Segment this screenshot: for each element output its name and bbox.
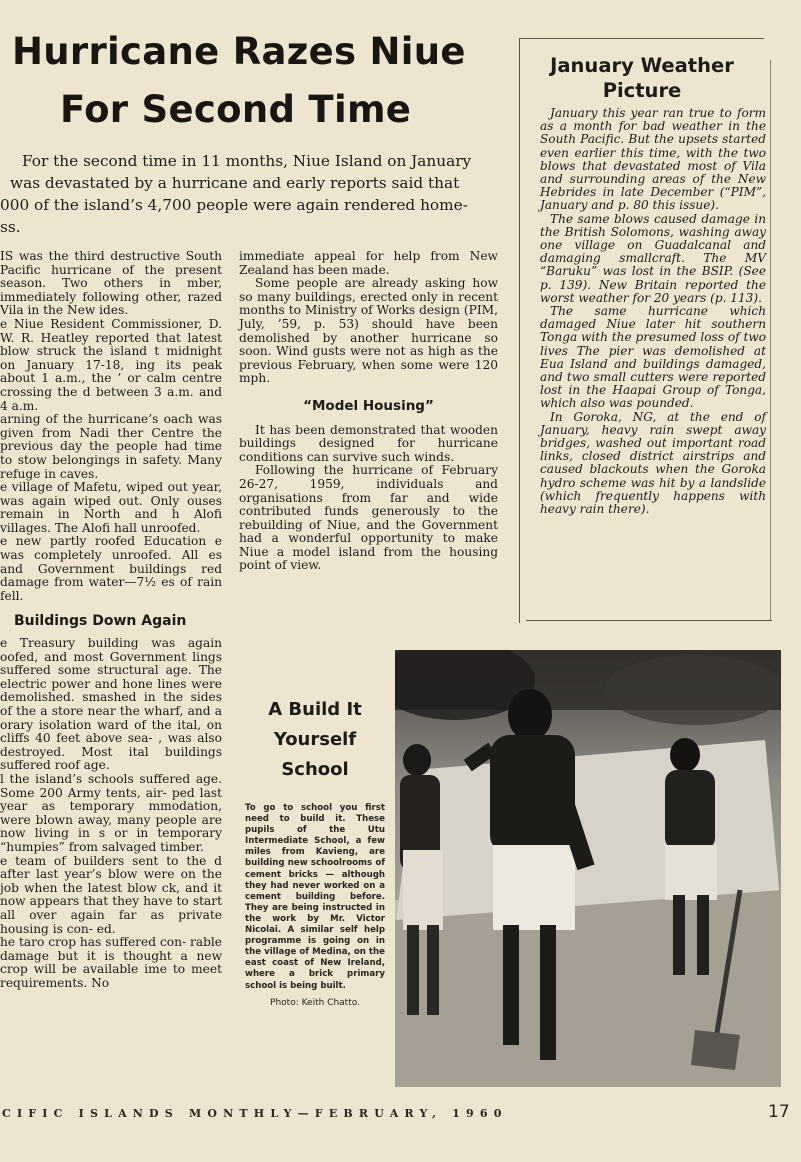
sidebar-paragraph: The same hurricane which damaged Niue later hit southern Tonga with the presumed loss of two lives The pier was demolished at Eua Island and buildings damaged, and two small cutters were reported lost in the Haapai Group of Tonga, which also was pounded. bbox=[540, 304, 766, 411]
page-number: 17 bbox=[768, 1102, 790, 1122]
article-column-1 bbox=[0, 250, 222, 990]
sidebar-title-line-2: Picture bbox=[602, 79, 682, 102]
headline-line-1: Hurricane Razes Niue bbox=[12, 30, 466, 73]
body-paragraph: arning of the hurricane’s oach was given from Nadi ther Centre the previous day the people had time to stow belongings in safety. Many refuge in caves. bbox=[0, 412, 222, 481]
body-paragraph: It has been demonstrated that wooden buildings designed for hurricane conditions can survive such winds. bbox=[239, 422, 498, 464]
sidebar-title bbox=[520, 53, 764, 103]
sidebar-body bbox=[540, 107, 766, 516]
caption-title-line-2: Yourself bbox=[273, 729, 357, 750]
body-paragraph: he taro crop has suffered con- rable damage but it is thought a new crop will be available ime to meet requirements. No bbox=[0, 935, 222, 990]
body-paragraph: e Niue Resident Commissioner, D. W. R. Heatley reported that latest blow struck the island t midnight on January 17-18, ing its peak about 1 a.m., the ’ or calm centre crossing the d between 3 a.m. and 4 a.m. bbox=[0, 316, 222, 413]
page-footer bbox=[0, 1104, 801, 1126]
sidebar-title-line-1: January Weather bbox=[550, 54, 734, 77]
body-paragraph: e Treasury building was again oofed, and most Government lings suffered some structural age. The electric power and hone lines were demolished. smashed in the sides of the a store near the wharf, and a orary isolation ward of the ital, on cliffs 40 feet above sea- , was also destroyed. Most ital buildings suffered roof age. bbox=[0, 636, 222, 773]
lede-line: 000 of the island’s 4,700 people were again rendered home- bbox=[0, 196, 468, 214]
lede-paragraph bbox=[0, 150, 500, 238]
body-paragraph: Following the hurricane of February 26-27, 1959, individuals and organisations from far and wide contributed funds generously to the rebuilding of Niue, and the Government had a wonderful opportunity to make Niue a model island from the housing point of view. bbox=[239, 463, 498, 573]
body-paragraph: e village of Mafetu, wiped out year, was again wiped out. Only ouses remain in North and h Alofi villages. The Alofi hall unroofed. bbox=[0, 480, 222, 535]
sidebar-paragraph: The same blows caused damage in the British Solomons, washing away one village on Guadalcanal and damaging smallcraft. The MV “Baruku” was lost in the BSIP. (See p. 139). New Britain reported the worst weather for 20 years (p. 113). bbox=[540, 211, 766, 305]
lede-line: For the second time in 11 months, Niue Island on January bbox=[22, 152, 472, 170]
photo-credit: Photo: Keith Chatto. bbox=[270, 997, 360, 1008]
body-paragraph: immediate appeal for help from New Zealand has been made. bbox=[239, 249, 498, 277]
sidebar-right-rule bbox=[770, 60, 771, 620]
body-paragraph: Some people are already asking how so many buildings, erected only in recent months to Ministry of Works design (PIM, July, ’59, p. 53) should have been demolished by another hurricane so soon. Wind gusts were not as high as the previous February, when some were 120 mph. bbox=[239, 276, 498, 386]
photo-caption bbox=[245, 695, 385, 1008]
subheading-model-housing: “Model Housing” bbox=[303, 397, 434, 414]
body-paragraph: IS was the third destructive South Pacific hurricane of the present season. Two others in mber, immediately following other, razed Vila in the New ides. bbox=[0, 249, 222, 318]
article-column-2 bbox=[239, 250, 498, 573]
headline-line-2: For Second Time bbox=[60, 88, 412, 131]
subheading-buildings-down-again: Buildings Down Again bbox=[14, 613, 187, 630]
caption-title-line-1: A Build It bbox=[268, 699, 362, 720]
school-building-photo bbox=[395, 650, 781, 1087]
lede-line: was devastated by a hurricane and early reports said that bbox=[10, 174, 460, 192]
body-paragraph: e new partly roofed Education e was completely unroofed. All es and Government buildings red damage from water—7½ es of rain fell. bbox=[0, 534, 222, 603]
sidebar-paragraph: In Goroka, NG, at the end of January, heavy rain swept away bridges, washed out important road links, closed district airstrips and caused blackouts when the Goroka hydro scheme was hit by a landslide (which frequently happens with heavy rain there). bbox=[540, 409, 766, 517]
running-title: CIFIC ISLANDS MONTHLY—FEBRUARY, 1960 bbox=[2, 1107, 508, 1120]
body-paragraph: e team of builders sent to the d after last year’s blow were on the job when the latest blow ck, and it now appears that they have to start all over again far as private housing is con- ed. bbox=[0, 853, 222, 936]
sidebar-bottom-rule bbox=[526, 620, 772, 621]
caption-body: To go to school you first need to build it. These pupils of the Utu Intermediate School, a few miles from Kavieng, are building new schoolrooms of cement bricks — although they had never worked on a cement building before. They are being instructed in the work by Mr. Victor Nicolai. A similar self help programme is going on in the village of Medina, on the east coast of New Ireland, where a brick primary school is being built. bbox=[245, 803, 385, 991]
body-paragraph: l the island’s schools suffered age. Some 200 Army tents, air- ped last year as temporary mmodation, were blown away, many people are now living in s or in temporary “humpies” from salvaged timber. bbox=[0, 771, 222, 854]
sidebar-paragraph: January this year ran true to form as a month for bad weather in the South Pacific. But the upsets started even earlier this time, with the two blows that devastated most of Vila and surrounding areas of the New Hebrides in late December (“PIM”, January and p. 80 this issue). bbox=[540, 106, 766, 213]
photo-illustration bbox=[395, 650, 781, 1087]
lede-line: ss. bbox=[0, 218, 21, 236]
caption-title-line-3: School bbox=[281, 759, 349, 780]
weather-sidebar-box bbox=[519, 38, 764, 623]
caption-title bbox=[245, 695, 385, 785]
